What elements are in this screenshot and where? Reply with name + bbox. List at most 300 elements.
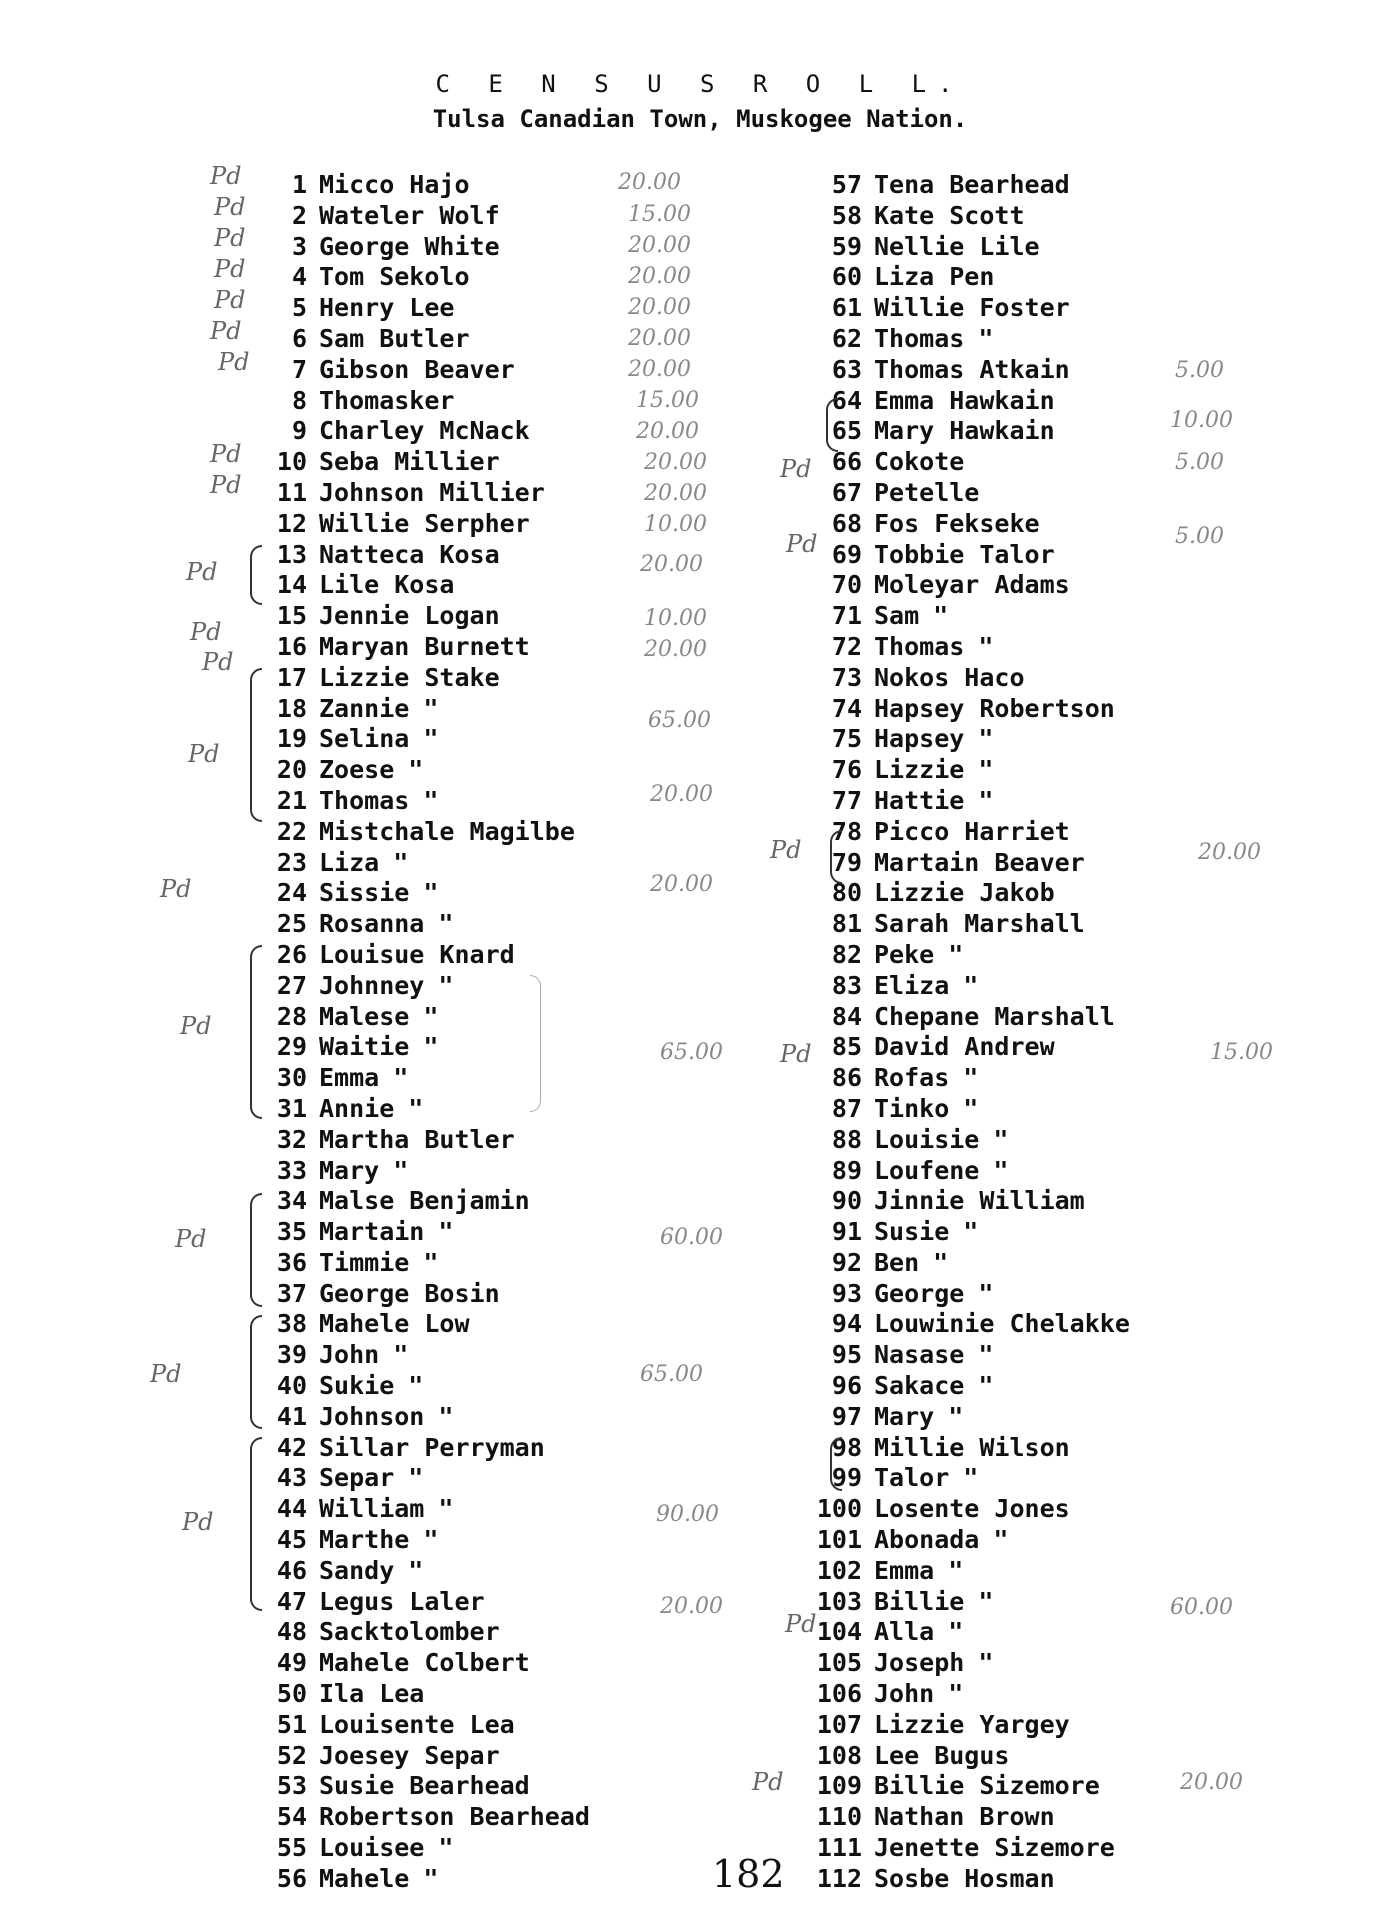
entry-number: 58 (831, 200, 862, 230)
entry-name: David Andrew (874, 1032, 1055, 1062)
entry-number: 34 (276, 1186, 307, 1216)
entry-name: Lizzie (874, 755, 965, 785)
handwritten-pd-mark: Pd (202, 648, 234, 676)
entry-name: Willie Foster (874, 293, 1070, 323)
handwritten-pd-mark: Pd (210, 162, 242, 190)
entry-name: Lee Bugus (874, 1740, 1010, 1770)
entry-name: Nasase (874, 1340, 965, 1370)
roll-entry (255, 1156, 590, 1187)
entry-number: 45 (276, 1525, 307, 1555)
roll-entry (800, 1710, 1130, 1741)
ditto-mark: " (948, 1679, 964, 1709)
roll-entry (800, 1864, 1130, 1895)
entry-name: Picco Harriet (874, 816, 1070, 846)
entry-name: Jinnie William (874, 1186, 1085, 1216)
roll-entry (255, 1402, 590, 1433)
handwritten-amount: 20.00 (640, 552, 703, 577)
ditto-mark: " (978, 323, 994, 353)
ditto-mark: " (978, 1648, 994, 1678)
page-number: 182 (712, 1852, 785, 1896)
entry-name: Jenette Sizemore (874, 1833, 1115, 1863)
roll-entry (255, 1494, 590, 1525)
handwritten-amount: 20.00 (650, 872, 713, 897)
handwritten-amount: 20.00 (1198, 840, 1261, 865)
roll-entry (800, 1032, 1130, 1063)
roll-entry (800, 1002, 1130, 1033)
entry-name: Timmie (319, 1247, 410, 1277)
handwritten-amount: 20.00 (618, 170, 681, 195)
entry-number: 72 (831, 631, 862, 661)
roll-entry (255, 1463, 590, 1494)
roll-entry (800, 540, 1130, 571)
roll-entry (255, 1186, 590, 1217)
entry-name: Malese (319, 1001, 410, 1031)
entry-name: John (319, 1340, 380, 1370)
ditto-mark: " (978, 1371, 994, 1401)
roll-entry (800, 971, 1130, 1002)
entry-name: Sam (874, 601, 920, 631)
entry-name: Louwinie Chelakke (874, 1309, 1130, 1339)
roll-entry (255, 478, 590, 509)
ditto-mark: " (393, 1340, 409, 1370)
handwritten-amount: 20.00 (644, 481, 707, 506)
entry-number: 97 (831, 1401, 862, 1431)
handwritten-pd-mark: Pd (210, 440, 242, 468)
right-column (800, 170, 1130, 1895)
entry-number: 11 (276, 477, 307, 507)
entry-number: 25 (276, 909, 307, 939)
entry-name: Cokote (874, 447, 965, 477)
entry-name: Millie Wilson (874, 1432, 1070, 1462)
roll-entry (800, 1587, 1130, 1618)
roll-entry (800, 1679, 1130, 1710)
entry-name: William (319, 1494, 425, 1524)
entry-number: 77 (831, 785, 862, 815)
ditto-mark: " (963, 1463, 979, 1493)
entry-name: Sissie (319, 878, 410, 908)
entry-name: Hattie (874, 785, 965, 815)
family-brace (250, 545, 262, 605)
handwritten-pd-mark: Pd (770, 836, 802, 864)
ditto-mark: " (423, 1525, 439, 1555)
family-brace (250, 1315, 262, 1429)
roll-entry (255, 1340, 590, 1371)
roll-entry (800, 1217, 1130, 1248)
ditto-mark: " (423, 1863, 439, 1893)
roll-entry (800, 1771, 1130, 1802)
entry-number: 109 (816, 1771, 862, 1801)
handwritten-amount: 20.00 (636, 419, 699, 444)
ditto-mark: " (978, 1278, 994, 1308)
entry-name: Henry Lee (319, 293, 455, 323)
entry-number: 50 (276, 1679, 307, 1709)
ditto-mark: " (423, 785, 439, 815)
roll-entry (255, 940, 590, 971)
entry-name: Loufene (874, 1155, 980, 1185)
ditto-mark: " (408, 1555, 424, 1585)
roll-entry (255, 1648, 590, 1679)
roll-entry (800, 848, 1130, 879)
entry-name: Liza Pen (874, 262, 995, 292)
entry-name: Separ (319, 1463, 395, 1493)
entry-name: Robertson Bearhead (319, 1802, 590, 1832)
entry-number: 102 (816, 1555, 862, 1585)
roll-entry (255, 755, 590, 786)
document-subtitle: Tulsa Canadian Town, Muskogee Nation. (432, 105, 968, 133)
entry-number: 32 (276, 1124, 307, 1154)
roll-entry (255, 1309, 590, 1340)
ditto-mark: " (978, 724, 994, 754)
ditto-mark: " (963, 970, 979, 1000)
roll-entry (255, 632, 590, 663)
entry-name: Billie (874, 1586, 965, 1616)
entry-name: Tena Bearhead (874, 170, 1070, 199)
roll-entry (800, 447, 1130, 478)
ditto-mark: " (993, 1124, 1009, 1154)
roll-entry (800, 909, 1130, 940)
entry-number: 64 (831, 385, 862, 415)
entry-name: Mary (319, 1155, 380, 1185)
roll-entry (255, 1248, 590, 1279)
entry-number: 7 (291, 354, 307, 384)
entry-number: 44 (276, 1494, 307, 1524)
entry-name: Sandy (319, 1555, 395, 1585)
roll-entry (800, 1186, 1130, 1217)
document-title: C E N S U S R O L L. (435, 70, 965, 98)
entry-number: 22 (276, 816, 307, 846)
ditto-mark: " (948, 1555, 964, 1585)
entry-number: 84 (831, 1001, 862, 1031)
ditto-mark: " (408, 1371, 424, 1401)
entry-name: Thomas (319, 785, 410, 815)
entry-name: George Bosin (319, 1278, 500, 1308)
entry-number: 51 (276, 1709, 307, 1739)
entry-number: 61 (831, 293, 862, 323)
entry-name: Tobbie Talor (874, 539, 1055, 569)
entry-name: Malse Benjamin (319, 1186, 530, 1216)
entry-name: Thomasker (319, 385, 455, 415)
entry-number: 15 (276, 601, 307, 631)
entry-name: Wateler Wolf (319, 200, 500, 230)
roll-entry (255, 509, 590, 540)
entry-name: Rosanna (319, 909, 425, 939)
ditto-mark: " (438, 1217, 454, 1247)
roll-entry (255, 201, 590, 232)
entry-name: Selina (319, 724, 410, 754)
ditto-mark: " (948, 939, 964, 969)
entry-name: Nathan Brown (874, 1802, 1055, 1832)
entry-number: 38 (276, 1309, 307, 1339)
roll-entry (800, 1833, 1130, 1864)
roll-entry (255, 355, 590, 386)
entry-number: 67 (831, 477, 862, 507)
ditto-mark: " (948, 1617, 964, 1647)
roll-entry (255, 416, 590, 447)
entry-name: Nokos Haco (874, 662, 1025, 692)
ditto-mark: " (993, 1155, 1009, 1185)
ditto-mark: " (978, 1340, 994, 1370)
handwritten-amount: 20.00 (1180, 1770, 1243, 1795)
entry-number: 24 (276, 878, 307, 908)
ditto-mark: " (948, 1401, 964, 1431)
entry-number: 94 (831, 1309, 862, 1339)
family-brace (250, 945, 262, 1119)
entry-name: Thomas (874, 631, 965, 661)
entry-name: Mahele Colbert (319, 1648, 530, 1678)
entry-number: 78 (831, 816, 862, 846)
entry-number: 80 (831, 878, 862, 908)
entry-name: Martha Butler (319, 1124, 515, 1154)
entry-name: Louisie (874, 1124, 980, 1154)
entry-name: Peke (874, 939, 935, 969)
entry-name: Sosbe Hosman (874, 1863, 1055, 1893)
entry-number: 47 (276, 1586, 307, 1616)
roll-entry (255, 909, 590, 940)
ditto-mark: " (993, 1525, 1009, 1555)
roll-entry (255, 1771, 590, 1802)
entry-number: 48 (276, 1617, 307, 1647)
entry-name: Gibson Beaver (319, 354, 515, 384)
entry-name: Mary (874, 1401, 935, 1431)
family-brace (826, 398, 838, 452)
entry-name: Sukie (319, 1371, 395, 1401)
entry-name: Sarah Marshall (874, 909, 1085, 939)
entry-number: 10 (276, 447, 307, 477)
entry-name: Rofas (874, 1063, 950, 1093)
entry-name: Natteca Kosa (319, 539, 500, 569)
handwritten-amount: 5.00 (1175, 524, 1224, 549)
roll-entry (800, 509, 1130, 540)
entry-name: Lizzie Jakob (874, 878, 1055, 908)
entry-number: 89 (831, 1155, 862, 1185)
entry-name: Johnson (319, 1401, 425, 1431)
entry-number: 86 (831, 1063, 862, 1093)
roll-entry (800, 1741, 1130, 1772)
entry-number: 71 (831, 601, 862, 631)
entry-number: 62 (831, 323, 862, 353)
ditto-mark: " (978, 1586, 994, 1616)
entry-number: 98 (831, 1432, 862, 1462)
roll-entry (800, 293, 1130, 324)
handwritten-amount: 10.00 (1170, 408, 1233, 433)
entry-number: 105 (816, 1648, 862, 1678)
handwritten-pd-mark: Pd (210, 471, 242, 499)
ditto-mark: " (963, 1093, 979, 1123)
ditto-mark: " (423, 1001, 439, 1031)
entry-name: Legus Laler (319, 1586, 485, 1616)
roll-entry (255, 848, 590, 879)
entry-name: Zoese (319, 755, 395, 785)
handwritten-pd-mark: Pd (182, 1508, 214, 1536)
handwritten-pd-mark: Pd (186, 558, 218, 586)
roll-entry (255, 293, 590, 324)
entry-number: 39 (276, 1340, 307, 1370)
entry-name: Tom Sekolo (319, 262, 470, 292)
ditto-mark: " (963, 1063, 979, 1093)
ditto-mark: " (438, 970, 454, 1000)
entry-name: Sacktolomber (319, 1617, 500, 1647)
entry-number: 27 (276, 970, 307, 1000)
ditto-mark: " (423, 724, 439, 754)
entry-number: 65 (831, 416, 862, 446)
family-brace (830, 830, 842, 884)
entry-number: 43 (276, 1463, 307, 1493)
entry-name: Susie Bearhead (319, 1771, 530, 1801)
handwritten-amount: 60.00 (1170, 1595, 1233, 1620)
entry-number: 59 (831, 231, 862, 261)
entry-name: Johnson Millier (319, 477, 545, 507)
handwritten-amount: 20.00 (628, 295, 691, 320)
handwritten-pd-mark: Pd (190, 618, 222, 646)
entry-number: 108 (816, 1740, 862, 1770)
entry-number: 26 (276, 939, 307, 969)
entry-number: 70 (831, 570, 862, 600)
entry-name: Mistchale Magilbe (319, 816, 575, 846)
roll-entry (800, 694, 1130, 725)
entry-name: Eliza (874, 970, 950, 1000)
handwritten-pd-mark: Pd (214, 193, 246, 221)
roll-entry (800, 1063, 1130, 1094)
entry-number: 37 (276, 1278, 307, 1308)
entry-number: 36 (276, 1247, 307, 1277)
entry-number: 76 (831, 755, 862, 785)
ditto-mark: " (438, 1401, 454, 1431)
roll-entry (255, 1556, 590, 1587)
handwritten-pd-mark: Pd (180, 1012, 212, 1040)
entry-number: 8 (291, 385, 307, 415)
roll-entry (255, 1679, 590, 1710)
entry-name: Marthe (319, 1525, 410, 1555)
entry-number: 93 (831, 1278, 862, 1308)
entry-number: 85 (831, 1032, 862, 1062)
entry-number: 12 (276, 508, 307, 538)
family-brace (830, 1437, 842, 1491)
roll-entry (255, 232, 590, 263)
entry-name: Louisue Knard (319, 939, 515, 969)
entry-number: 20 (276, 755, 307, 785)
entry-number: 41 (276, 1401, 307, 1431)
handwritten-pd-mark: Pd (188, 740, 220, 768)
entry-name: Zannie (319, 693, 410, 723)
handwritten-pd-mark: Pd (786, 530, 818, 558)
roll-entry (255, 1833, 590, 1864)
entry-number: 81 (831, 909, 862, 939)
roll-entry (800, 878, 1130, 909)
entry-number: 112 (816, 1863, 862, 1893)
entry-name: Sam Butler (319, 323, 470, 353)
handwritten-pd-mark: Pd (785, 1610, 817, 1638)
entry-name: Thomas (874, 323, 965, 353)
handwritten-amount: 20.00 (628, 357, 691, 382)
handwritten-pd-mark: Pd (175, 1225, 207, 1253)
entry-number: 74 (831, 693, 862, 723)
entry-number: 2 (291, 200, 307, 230)
entry-name: Lizzie Yargey (874, 1709, 1070, 1739)
handwritten-amount: 90.00 (656, 1502, 719, 1527)
handwritten-pd-mark: Pd (218, 348, 250, 376)
entry-number: 19 (276, 724, 307, 754)
entry-number: 52 (276, 1740, 307, 1770)
entry-number: 92 (831, 1247, 862, 1277)
entry-number: 95 (831, 1340, 862, 1370)
ditto-mark: " (408, 755, 424, 785)
entry-name: Martain (319, 1217, 425, 1247)
ditto-mark: " (408, 1093, 424, 1123)
ditto-mark: " (423, 693, 439, 723)
entry-name: Hapsey (874, 724, 965, 754)
roll-entry (255, 1802, 590, 1833)
entry-number: 56 (276, 1863, 307, 1893)
entry-name: Joesey Separ (319, 1740, 500, 1770)
roll-entry (800, 1402, 1130, 1433)
entry-number: 18 (276, 693, 307, 723)
roll-entry (255, 1741, 590, 1772)
entry-number: 82 (831, 939, 862, 969)
entry-name: Losente Jones (874, 1494, 1070, 1524)
entry-number: 9 (291, 416, 307, 446)
entry-number: 66 (831, 447, 862, 477)
entry-name: Mary Hawkain (874, 416, 1055, 446)
entry-number: 16 (276, 631, 307, 661)
handwritten-amount: 20.00 (644, 637, 707, 662)
entry-name: George (874, 1278, 965, 1308)
handwritten-pd-mark: Pd (214, 224, 246, 252)
entry-number: 111 (816, 1833, 862, 1863)
roll-entry (255, 1617, 590, 1648)
entry-number: 17 (276, 662, 307, 692)
entry-name: Louisee (319, 1833, 425, 1863)
roll-entry (800, 232, 1130, 263)
entry-number: 87 (831, 1093, 862, 1123)
entry-name: George White (319, 231, 500, 261)
entry-name: Abonada (874, 1525, 980, 1555)
ditto-mark: " (963, 1217, 979, 1247)
roll-entry (800, 724, 1130, 755)
entry-number: 75 (831, 724, 862, 754)
entry-number: 55 (276, 1833, 307, 1863)
handwritten-pd-mark: Pd (160, 875, 192, 903)
entry-name: Hapsey Robertson (874, 693, 1115, 723)
entry-name: Johnney (319, 970, 425, 1000)
roll-entry (800, 786, 1130, 817)
entry-number: 14 (276, 570, 307, 600)
roll-entry (800, 478, 1130, 509)
roll-entry (255, 724, 590, 755)
ditto-mark: " (438, 1494, 454, 1524)
roll-entry (255, 878, 590, 909)
handwritten-amount: 60.00 (660, 1225, 723, 1250)
roll-entry (255, 1279, 590, 1310)
entry-number: 54 (276, 1802, 307, 1832)
ditto-mark: " (423, 1247, 439, 1277)
entry-name: Kate Scott (874, 200, 1025, 230)
ditto-mark: " (978, 631, 994, 661)
roll-entry (800, 1463, 1130, 1494)
ditto-mark: " (393, 847, 409, 877)
roll-entry (255, 170, 590, 201)
entry-number: 99 (831, 1463, 862, 1493)
entry-name: Liza (319, 847, 380, 877)
roll-entry (800, 1617, 1130, 1648)
entry-name: Moleyar Adams (874, 570, 1070, 600)
roll-entry (800, 940, 1130, 971)
roll-entry (255, 1587, 590, 1618)
roll-entry (800, 1340, 1130, 1371)
entry-number: 40 (276, 1371, 307, 1401)
ditto-mark: " (393, 1155, 409, 1185)
roll-entry (800, 632, 1130, 663)
handwritten-amount: 5.00 (1175, 358, 1224, 383)
